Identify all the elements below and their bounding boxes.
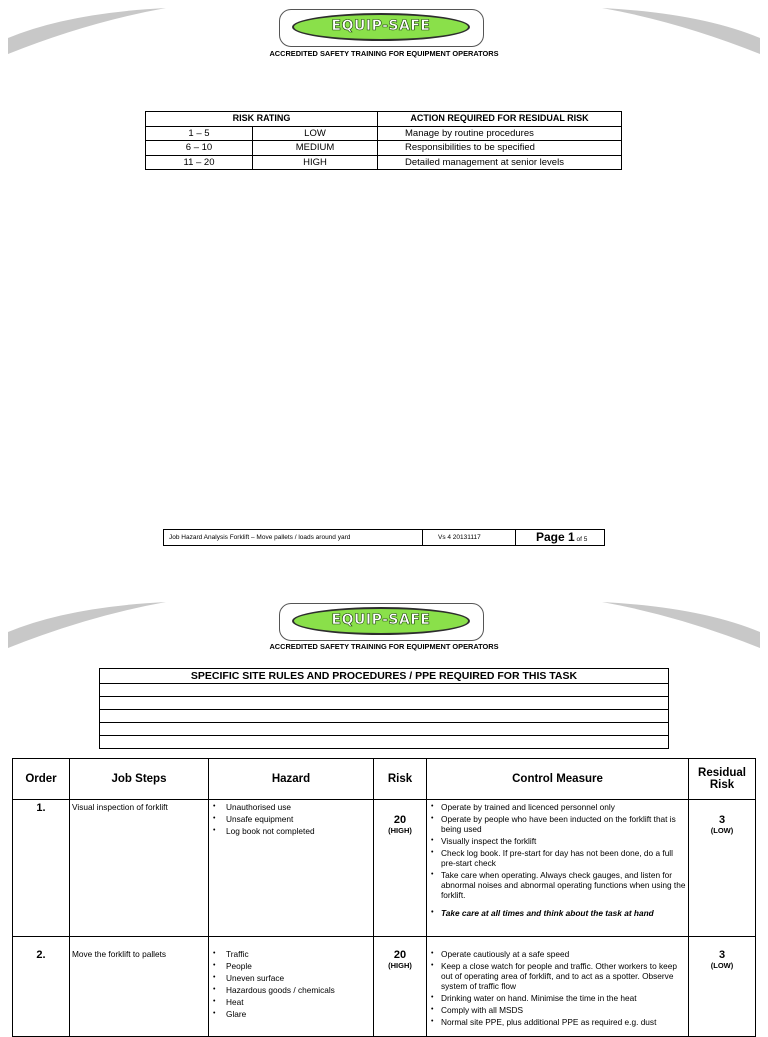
residual-value: 3 [718,814,726,826]
list-item: • People [211,961,371,971]
tagline: ACCREDITED SAFETY TRAINING FOR EQUIPMENT OPERATORS [269,642,499,651]
corner-swoosh-left [8,8,168,54]
list-item: • Check log book. If pre-start for day has not been done, do a full pre-start check [429,848,686,868]
list-item: • Log book not completed [211,826,371,836]
list-item: • Operate by trained and licenced personnel only [429,802,686,812]
list-item: • Traffic [211,949,371,959]
table-header-row [13,759,756,800]
residual-risk-rating [689,937,756,1037]
site-rules-blank-row [100,723,669,736]
risk-rating [374,800,427,937]
list-item: • Keep a close watch for people and traffic. Other workers to keep out of operating area of forklift, and to act as a spotter. Observe system of traffic flow [429,961,686,991]
job-step: Move the forklift to pallets [70,937,209,1037]
table-row [146,141,622,156]
list-item: • Unauthorised use [211,802,371,812]
residual-level: (LOW) [710,826,734,835]
risk-action: Detailed management at senior levels [378,155,622,170]
equip-safe-logo: EQUIP-SAFE [279,603,484,641]
action-required-header: ACTION REQUIRED FOR RESIDUAL RISK [378,112,622,127]
list-item: • Uneven surface [211,973,371,983]
risk-rating [374,937,427,1037]
list-item: • Comply with all MSDS [429,1005,686,1015]
list-item: • Normal site PPE, plus additional PPE as required e.g. dust [429,1017,686,1027]
residual-level: (LOW) [710,961,734,970]
table-row [146,126,622,141]
table-row [146,155,622,170]
control-measures [427,800,689,937]
list-item: • Take care when operating. Always check gauges, and listen for abnormal noises and abnormal operating functions when using the forklift. [429,870,686,900]
risk-range: 6 – 10 [146,141,253,156]
equip-safe-logo: EQUIP-SAFE [279,9,484,47]
risk-level: MEDIUM [253,141,378,156]
col-job-steps: Job Steps [70,759,209,800]
col-hazard: Hazard [209,759,374,800]
control-note: • Take care at all times and think about the task at hand [429,908,686,918]
site-rules-blank-row [100,736,669,749]
risk-value: 20 [393,949,407,961]
list-item: • Unsafe equipment [211,814,371,824]
col-order: Order [13,759,70,800]
job-hazard-table [12,758,756,1037]
page-separator [0,565,768,595]
list-item: • Hazardous goods / chemicals [211,985,371,995]
risk-range: 1 – 5 [146,126,253,141]
site-rules-blank-row [100,697,669,710]
site-rules-blank-row [100,684,669,697]
footer-doc-title: Job Hazard Analysis Forklift – Move pallets / loads around yard [164,530,423,545]
table-row [13,937,756,1037]
footer-page-number: Page 1 of 5 [536,530,588,544]
risk-level: (HIGH) [388,826,412,835]
hazard-list [209,937,374,1037]
risk-action: Manage by routine procedures [378,126,622,141]
risk-action: Responsibilities to be specified [378,141,622,156]
residual-risk-rating [689,800,756,937]
table-row [13,800,756,937]
tagline: ACCREDITED SAFETY TRAINING FOR EQUIPMENT OPERATORS [269,49,499,58]
risk-rating-table [145,111,622,170]
col-risk: Risk [374,759,427,800]
col-residual-risk: Residual Risk [689,759,756,800]
risk-value: 20 [393,814,407,826]
step-order: 1. [13,800,70,937]
site-rules-blank-row [100,710,669,723]
job-step: Visual inspection of forklift [70,800,209,937]
corner-swoosh-right [600,8,760,54]
list-item: • Visually inspect the forklift [429,836,686,846]
hazard-list [209,800,374,937]
step-order: 2. [13,937,70,1037]
risk-rating-header: RISK RATING [146,112,378,127]
risk-level: LOW [253,126,378,141]
col-control-measure: Control Measure [427,759,689,800]
list-item: • Operate by people who have been inducted on the forklift that is being used [429,814,686,834]
risk-level: HIGH [253,155,378,170]
site-rules-table [99,668,669,749]
footer-version: Vs 4 20131117 [423,530,516,545]
page-footer [163,529,605,546]
risk-level: (HIGH) [388,961,412,970]
site-rules-title: SPECIFIC SITE RULES AND PROCEDURES / PPE REQUIRED FOR THIS TASK [100,669,669,684]
control-measures [427,937,689,1037]
list-item: • Drinking water on hand. Minimise the time in the heat [429,993,686,1003]
list-item: • Glare [211,1009,371,1019]
list-item: • Heat [211,997,371,1007]
risk-range: 11 – 20 [146,155,253,170]
residual-value: 3 [718,949,726,961]
list-item: • Operate cautiously at a safe speed [429,949,686,959]
